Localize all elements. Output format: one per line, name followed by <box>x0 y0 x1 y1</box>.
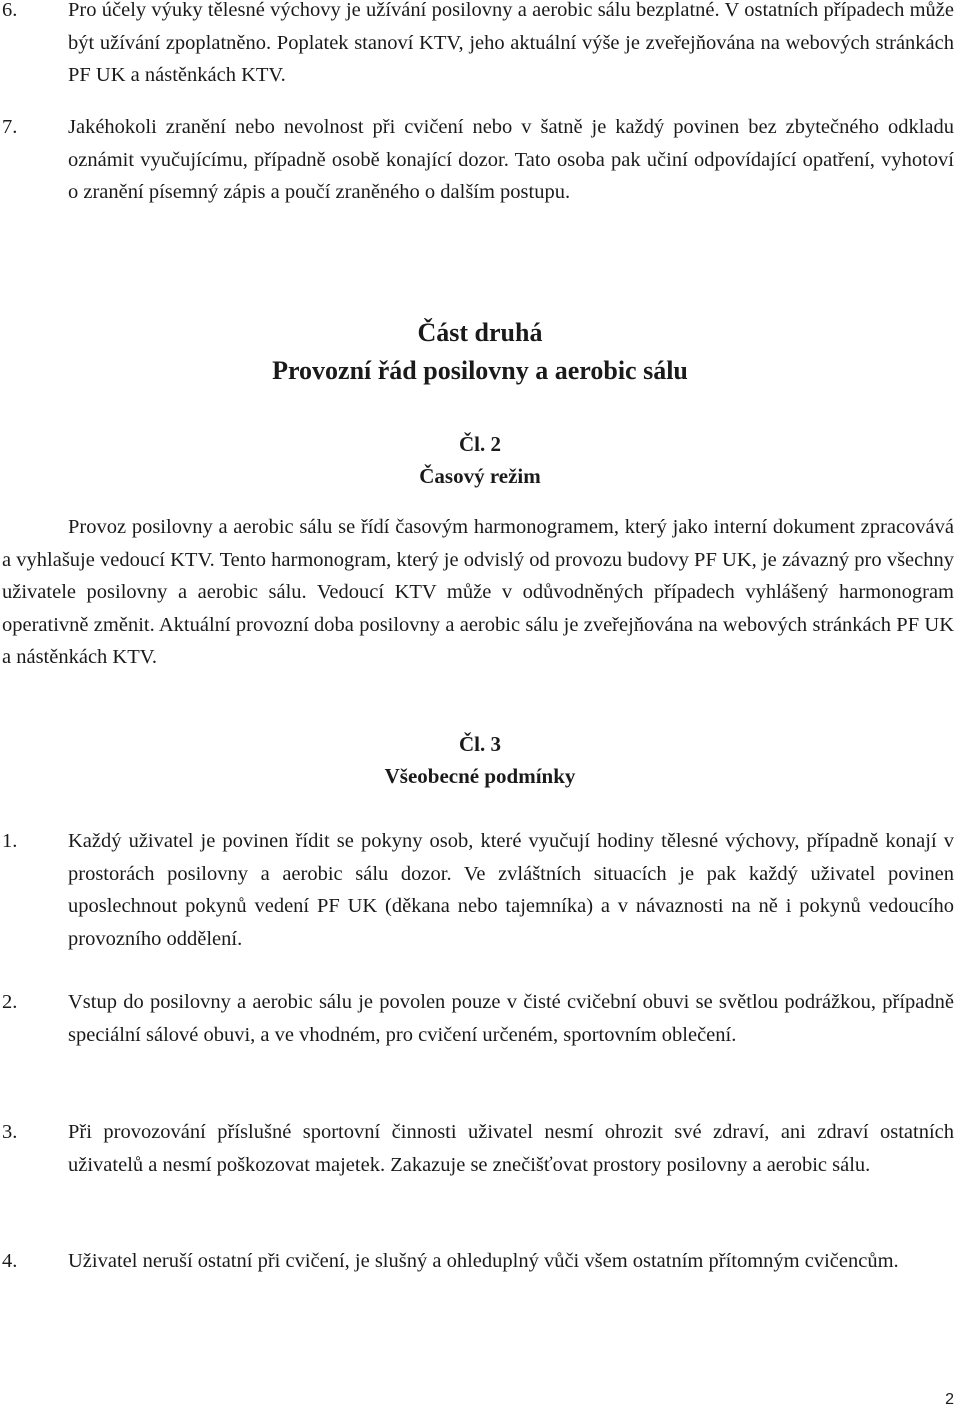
item-text: Každý uživatel je povinen řídit se pokyny osob, které vyučují hodiny tělesné výchovy, případně konají v prostorách posilovny a aerobic sálu dozor. Ve zvláštních situacích je pak každý uživatel povinen uposlechnout pokynů vedení PF UK (děkana nebo tajemníka) a v návaznosti na ně i pokynů vedoucího provozního oddělení. <box>68 830 954 950</box>
item-text: Vstup do posilovny a aerobic sálu je povolen pouze v čisté cvičební obuvi se světlou podrážkou, případně speciální sálové obuvi, a ve vhodném, pro cvičení určeném, sportovním oblečení. <box>68 991 954 1046</box>
item-text: Jakéhokoli zranění nebo nevolnost při cvičení nebo v šatně je každý povinen bez zbytečného odkladu oznámit vyučujícímu, případně osobě konající dozor. Tato osoba pak učiní odpovídající opatření, vyhotoví o zranění písemný zápis a poučí zraněného o dalším postupu. <box>68 116 954 203</box>
item-text: Pro účely výuky tělesné výchovy je užívání posilovny a aerobic sálu bezplatné. V ostatních případech může být užívání zpoplatněno. Poplatek stanoví KTV, jeho aktuální výše je zveřejňována na webových stránkách PF UK a nástěnkách KTV. <box>68 0 954 86</box>
item-number: 4. <box>2 1250 18 1272</box>
article-title: Časový režim <box>419 464 541 488</box>
article-title: Všeobecné podmínky <box>384 764 576 788</box>
list-item <box>2 986 954 1051</box>
part-title: Část druhá <box>417 318 543 347</box>
item-number: 6. <box>2 0 18 21</box>
list-item <box>2 1245 954 1278</box>
item-number: 1. <box>2 830 18 852</box>
item-text: Uživatel neruší ostatní při cvičení, je slušný a ohleduplný vůči všem ostatním přítomným cvičencům. <box>68 1250 899 1272</box>
article-paragraph: Provoz posilovny a aerobic sálu se řídí časovým harmonogramem, který jako interní dokument zpracovává a vyhlašuje vedoucí KTV. Tento harmonogram, který je odvislý od provozu budovy PF UK, je závazný pro všechny uživatele posilovny a aerobic sálu. Vedoucí KTV může v odůvodněných případech vyhlášený harmonogram operativně změnit. Aktuální provozní doba posilovny a aerobic sálu je zveřejňována na webových stránkách PF UK a nástěnkách KTV. <box>2 516 954 668</box>
list-item <box>2 0 954 92</box>
list-item <box>2 1116 954 1181</box>
item-number: 3. <box>2 1121 18 1143</box>
item-text: Při provozování příslušné sportovní činnosti uživatel nesmí ohrozit své zdraví, ani zdraví ostatních uživatelů a nesmí poškozovat majetek. Zakazuje se znečišťovat prostory posilovny a aerobic sálu. <box>68 1121 954 1176</box>
list-item <box>2 825 954 955</box>
item-number: 7. <box>2 116 18 138</box>
page-number: 2 <box>945 1391 954 1408</box>
item-number: 2. <box>2 991 18 1013</box>
list-item <box>2 111 954 209</box>
part-subtitle: Provozní řád posilovny a aerobic sálu <box>272 356 688 385</box>
article-number: Čl. 3 <box>459 732 501 756</box>
article-number: Čl. 2 <box>459 432 501 456</box>
